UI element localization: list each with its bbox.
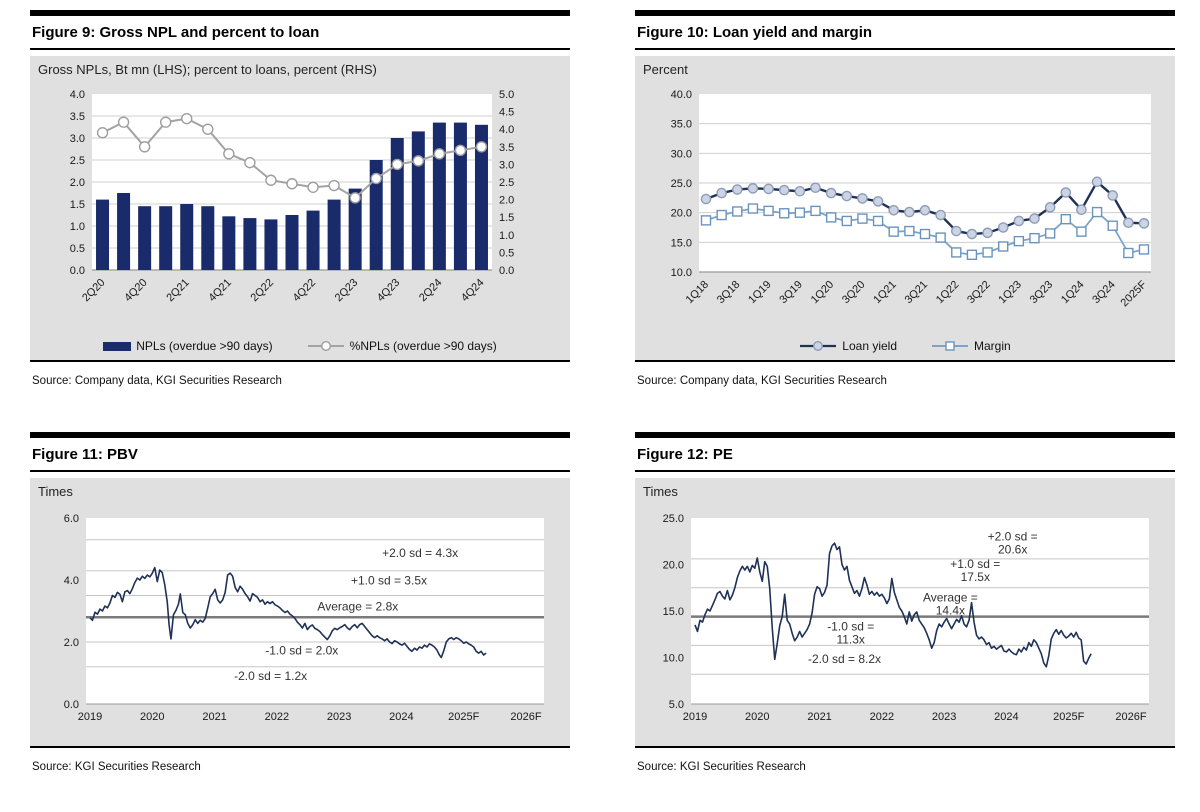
- figure12-pe-chart: [635, 502, 1175, 746]
- figure11-unit-label: Times: [38, 484, 73, 499]
- svg-text:20.0: 20.0: [662, 559, 684, 572]
- svg-text:Average =14.4x: Average = 14.4x: [922, 590, 978, 618]
- figure12-card: [635, 432, 1175, 773]
- svg-text:1.0: 1.0: [499, 229, 515, 242]
- svg-text:35.0: 35.0: [670, 118, 692, 131]
- pct-npls-legend-label: %NPLs (overdue >90 days): [349, 339, 497, 353]
- figure11-source: Source: KGI Securities Research: [32, 761, 201, 773]
- svg-text:0.5: 0.5: [499, 247, 515, 260]
- svg-text:2.5: 2.5: [69, 155, 85, 167]
- figure10-legend: [635, 332, 1175, 360]
- svg-text:2020: 2020: [140, 711, 165, 723]
- svg-text:4.0: 4.0: [63, 575, 79, 587]
- svg-text:0.0: 0.0: [69, 265, 85, 277]
- svg-text:2021: 2021: [807, 711, 832, 723]
- svg-text:2022: 2022: [869, 711, 895, 723]
- svg-text:40.0: 40.0: [670, 89, 692, 101]
- figure12-title: Figure 12: PE: [635, 438, 1175, 472]
- svg-text:3Q20: 3Q20: [840, 278, 868, 307]
- loan-yield-legend-label: Loan yield: [842, 339, 898, 353]
- svg-text:4Q21: 4Q21: [206, 276, 234, 305]
- svg-text:2.0: 2.0: [69, 177, 85, 189]
- figure11-title: Figure 11: PBV: [30, 438, 570, 472]
- svg-text:2Q21: 2Q21: [164, 276, 192, 305]
- svg-text:2025F: 2025F: [1053, 711, 1085, 723]
- svg-text:1Q24: 1Q24: [1059, 278, 1087, 307]
- svg-text:2022: 2022: [264, 711, 290, 723]
- pct-npls-line-swatch-icon: [307, 340, 345, 352]
- svg-text:4.5: 4.5: [499, 106, 515, 119]
- svg-text:-2.0 sd = 8.2x: -2.0 sd = 8.2x: [807, 652, 882, 667]
- svg-text:2024: 2024: [389, 711, 414, 723]
- npls-legend-label: NPLs (overdue >90 days): [136, 339, 273, 353]
- svg-text:4Q20: 4Q20: [122, 276, 150, 305]
- svg-text:3Q23: 3Q23: [1027, 278, 1056, 307]
- svg-text:+1.0 sd = 3.5x: +1.0 sd = 3.5x: [350, 573, 428, 588]
- svg-text:2026F: 2026F: [510, 711, 542, 723]
- svg-text:5.0: 5.0: [499, 89, 515, 101]
- pct-npls-legend-item: [307, 339, 497, 353]
- svg-text:3Q19: 3Q19: [777, 278, 805, 307]
- figure10-title: Figure 10: Loan yield and margin: [635, 16, 1175, 50]
- svg-text:1Q20: 1Q20: [808, 278, 837, 307]
- svg-text:2.5: 2.5: [499, 177, 515, 189]
- figure10-source: Source: Company data, KGI Securities Research: [637, 375, 887, 387]
- npls-bar-swatch-icon: [103, 342, 131, 351]
- svg-text:4Q23: 4Q23: [374, 276, 403, 305]
- svg-text:1Q19: 1Q19: [746, 278, 774, 307]
- svg-text:-1.0 sd =11.3x: -1.0 sd = 11.3x: [827, 619, 875, 647]
- margin-legend-item: [931, 339, 1011, 353]
- svg-text:5.0: 5.0: [668, 699, 684, 711]
- svg-text:6.0: 6.0: [63, 513, 79, 525]
- svg-text:4Q24: 4Q24: [459, 276, 487, 305]
- svg-text:10.0: 10.0: [670, 267, 692, 279]
- loan-yield-line-swatch-icon: [799, 340, 837, 352]
- svg-text:2026F: 2026F: [1115, 711, 1147, 723]
- svg-text:+2.0 sd =20.6x: +2.0 sd = 20.6x: [987, 529, 1038, 557]
- svg-text:+1.0 sd =17.5x: +1.0 sd = 17.5x: [950, 557, 1001, 585]
- figure9-card: [30, 10, 570, 387]
- figure9-legend: [30, 332, 570, 360]
- svg-text:30.0: 30.0: [670, 148, 692, 161]
- svg-text:15.0: 15.0: [662, 606, 684, 618]
- svg-text:2025F: 2025F: [1118, 278, 1150, 310]
- svg-text:3Q21: 3Q21: [902, 278, 931, 307]
- figure9-panel: [30, 56, 570, 362]
- figure11-pbv-chart: [30, 502, 570, 746]
- svg-text:-1.0 sd = 2.0x: -1.0 sd = 2.0x: [265, 643, 339, 658]
- svg-text:3Q22: 3Q22: [965, 278, 993, 307]
- svg-text:2021: 2021: [202, 711, 227, 723]
- svg-text:2020: 2020: [745, 711, 770, 723]
- svg-text:25.0: 25.0: [670, 178, 692, 190]
- svg-text:4.0: 4.0: [499, 124, 515, 137]
- svg-text:1Q21: 1Q21: [871, 278, 899, 307]
- svg-text:1Q18: 1Q18: [683, 278, 712, 307]
- svg-text:3.5: 3.5: [499, 141, 515, 154]
- svg-text:0.5: 0.5: [69, 243, 85, 255]
- margin-line-swatch-icon: [931, 340, 969, 352]
- figure12-panel: [635, 478, 1175, 748]
- svg-text:20.0: 20.0: [670, 207, 692, 220]
- svg-text:-2.0 sd = 1.2x: -2.0 sd = 1.2x: [234, 668, 308, 683]
- svg-text:3.0: 3.0: [69, 133, 85, 145]
- figure9-npl-chart: [30, 80, 570, 332]
- svg-text:2Q22: 2Q22: [248, 276, 277, 305]
- svg-text:2023: 2023: [931, 711, 957, 723]
- svg-text:3Q24: 3Q24: [1090, 278, 1118, 307]
- svg-text:2024: 2024: [994, 711, 1019, 723]
- svg-text:10.0: 10.0: [662, 652, 684, 665]
- loan-yield-legend-item: [799, 339, 897, 353]
- svg-text:3Q18: 3Q18: [714, 278, 743, 307]
- svg-text:1.5: 1.5: [499, 212, 515, 225]
- figure11-card: [30, 432, 570, 773]
- svg-text:4Q22: 4Q22: [290, 276, 319, 305]
- svg-text:2023: 2023: [326, 711, 352, 723]
- figure10-unit-label: Percent: [643, 62, 688, 77]
- svg-text:3.5: 3.5: [69, 111, 85, 123]
- svg-text:2025F: 2025F: [448, 711, 480, 723]
- svg-text:1Q22: 1Q22: [933, 278, 962, 307]
- svg-text:2.0: 2.0: [63, 637, 79, 649]
- figure10-yield-chart: [635, 80, 1175, 332]
- svg-text:4.0: 4.0: [69, 89, 85, 101]
- svg-text:1Q23: 1Q23: [996, 278, 1024, 307]
- figure10-panel: [635, 56, 1175, 362]
- svg-text:+2.0 sd = 4.3x: +2.0 sd = 4.3x: [382, 545, 459, 560]
- svg-text:1.0: 1.0: [69, 221, 85, 233]
- svg-text:2Q24: 2Q24: [416, 276, 445, 305]
- npls-legend-item: [103, 339, 272, 353]
- svg-text:25.0: 25.0: [662, 513, 684, 525]
- figure10-card: [635, 10, 1175, 387]
- figure12-unit-label: Times: [643, 484, 678, 499]
- svg-text:0.0: 0.0: [63, 699, 79, 711]
- svg-text:2019: 2019: [682, 711, 708, 723]
- figure12-source: Source: KGI Securities Research: [637, 761, 806, 773]
- svg-text:2.0: 2.0: [499, 194, 515, 207]
- svg-text:3.0: 3.0: [499, 159, 515, 172]
- figure9-unit-label: Gross NPLs, Bt mn (LHS); percent to loans, percent (RHS): [38, 62, 377, 77]
- figure9-title: Figure 9: Gross NPL and percent to loan: [30, 16, 570, 50]
- margin-legend-label: Margin: [974, 339, 1011, 353]
- svg-text:2Q20: 2Q20: [80, 276, 108, 305]
- svg-text:15.0: 15.0: [670, 237, 692, 250]
- svg-text:0.0: 0.0: [499, 265, 515, 277]
- svg-text:2Q23: 2Q23: [332, 276, 361, 305]
- svg-text:1.5: 1.5: [69, 199, 85, 211]
- svg-text:Average = 2.8x: Average = 2.8x: [317, 599, 399, 614]
- figure9-source: Source: Company data, KGI Securities Research: [32, 375, 282, 387]
- svg-text:2019: 2019: [77, 711, 103, 723]
- figure11-panel: [30, 478, 570, 748]
